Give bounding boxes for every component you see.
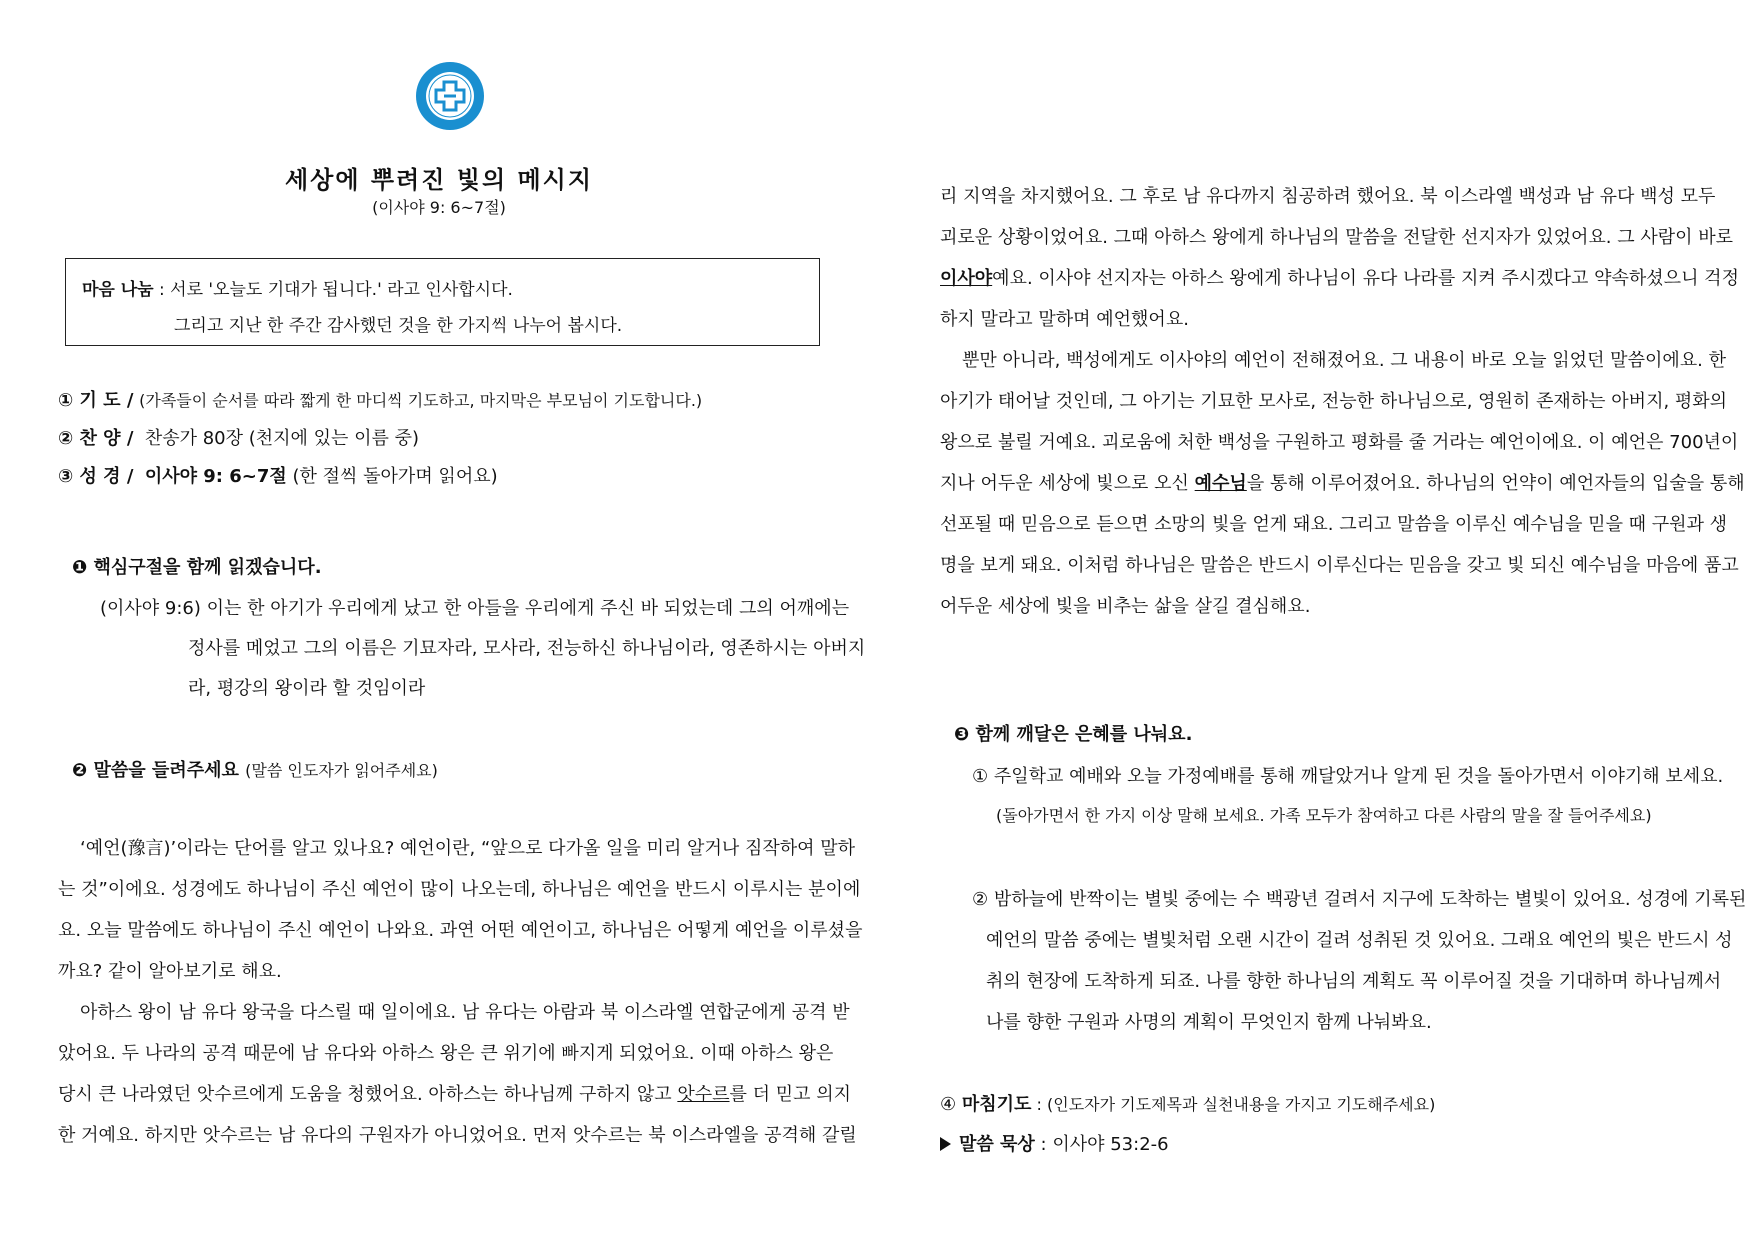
sermon-line: 리 지역을 차지했어요. 그 후로 남 유다까지 침공하려 했어요. 북 이스라엘 백성과 남 유다 백성 모두 [940,186,1716,207]
sermon-line: 아하스 왕이 남 유다 왕국을 다스릴 때 일이에요. 남 유다는 아람과 북 이스라엘 연합군에게 공격 받 [80,1002,850,1023]
sermon-line: 았어요. 두 나라의 공격 때문에 남 유다와 아하스 왕은 큰 위기에 빠지게 되었어요. 이때 아하스 왕은 [58,1043,834,1064]
sermon-line: 뿐만 아니라, 백성에게도 이사야의 예언이 전해졌어요. 그 내용이 바로 오늘 읽었던 말씀이에요. 한 [962,350,1726,371]
sermon-line: 당시 큰 나라였던 앗수르에게 도움을 청했어요. 아하스는 하나님께 구하지 않고 앗수르를 더 믿고 의지 [58,1084,852,1105]
sermon-line: 하지 말라고 말하며 예언했어요. [940,309,1189,330]
closing-prayer: ④ 마침기도 : (인도자가 기도제목과 실천내용을 가지고 기도해주세요) [940,1094,1436,1115]
church-logo-icon [414,60,486,132]
grace-question-2-line: 예언의 말씀 중에는 별빛처럼 오랜 시간이 걸려 성취된 것 있어요. 그래요 예언의 빛은 반드시 성 [986,930,1733,951]
sermon-line: 명을 보게 돼요. 이처럼 하나님은 말씀은 반드시 이루신다는 믿음을 갖고 빛 되신 예수님을 마음에 품고 [940,555,1739,576]
sermon-line: 한 거예요. 하지만 앗수르는 남 유다의 구원자가 아니었어요. 먼저 앗수르는 북 이스라엘을 공격해 갈릴 [58,1125,857,1146]
scripture-reference: (이사야 9: 6~7절) [372,198,506,217]
grace-question-1: ① 주일학교 예배와 오늘 가정예배를 통해 깨달았거나 알게 된 것을 돌아가면서 이야기해 보세요. [972,766,1724,787]
share-line-1: 마음 나눔 : 서로 '오늘도 기대가 됩니다.' 라고 인사합시다. [82,280,513,300]
jesus-underlined: 예수님 [1194,473,1247,494]
sermon-line: 아기가 태어날 것인데, 그 아기는 기묘한 모사로, 전능한 하나님으로, 영원히 존재하는 아버지, 평화의 [940,391,1728,412]
word-meditation: 말씀 묵상 : 이사야 53:2-6 [940,1130,1169,1156]
sermon-line: 어두운 세상에 빛을 비추는 삶을 살길 결심해요. [940,596,1311,617]
sermon-line: 괴로운 상황이었어요. 그때 아하스 왕에게 하나님의 말씀을 전달한 선지자가 있었어요. 그 사람이 바로 [940,227,1734,248]
sermon-heading: ❷ 말씀을 들려주세요 (말씀 인도자가 읽어주세요) [72,760,438,781]
key-verse-line: (이사야 9:6) 이는 한 아기가 우리에게 났고 한 아들을 우리에게 주신 바 되었는데 그의 어깨에는 [100,598,850,619]
order-hymn: ② 찬 양 / 찬송가 80장 (천지에 있는 이름 중) [58,428,420,449]
sermon-line: 는 것”이에요. 성경에도 하나님이 주신 예언이 많이 나오는데, 하나님은 예언을 반드시 이루시는 분이에 [58,879,861,900]
sermon-line: 요. 오늘 말씀에도 하나님이 주신 예언이 나와요. 과연 어떤 예언이고, 하나님은 어떻게 예언을 이루셨을 [58,920,863,941]
page-title: 세상에 뿌려진 빛의 메시지 [284,166,594,194]
key-verse-line: 정사를 메었고 그의 이름은 기묘자라, 모사라, 전능하신 하나님이라, 영존하시는 아버지 [188,638,866,659]
isaiah-underlined: 이사야 [940,268,993,289]
grace-question-2-line: 나를 향한 구원과 사명의 계획이 무엇인지 함께 나눠봐요. [986,1012,1432,1033]
heart-sharing-box [65,258,820,346]
sermon-line: 왕으로 불릴 거예요. 괴로움에 처한 백성을 구원하고 평화를 줄 거라는 예언이에요. 이 예언은 700년이 [940,432,1739,453]
grace-question-2: ② 밤하늘에 반짝이는 별빛 중에는 수 백광년 걸려서 지구에 도착하는 별빛이 있어요. 성경에 기록된 [972,889,1747,910]
order-prayer: ① 기 도 / (가족들이 순서를 따라 짧게 한 마디씩 기도하고, 마지막은 부모님이 기도합니다.) [58,390,703,411]
key-verse-line: 라, 평강의 왕이라 할 것임이라 [188,678,426,699]
triangle-bullet-icon [940,1137,951,1151]
sermon-line: 까요? 같이 알아보기로 해요. [58,961,282,982]
order-scripture: ③ 성 경 / 이사야 9: 6~7절 (한 절씩 돌아가며 읽어요) [58,466,498,487]
sermon-line: 선포될 때 믿음으로 듣으면 소망의 빛을 얻게 돼요. 그리고 말씀을 이루신 예수님을 믿을 때 구원과 생 [940,514,1728,535]
assyria-underlined: 앗수르 [677,1084,730,1105]
key-verse-heading: ❶ 핵심구절을 함께 읽겠습니다. [72,557,322,578]
sermon-line: ‘예언(豫言)’이라는 단어를 알고 있나요? 예언이란, “앞으로 다가올 일을 미리 알거나 짐작하여 말하 [80,838,855,859]
share-line-2: 그리고 지난 한 주간 감사했던 것을 한 가지씩 나누어 봅시다. [174,316,623,336]
grace-question-2-line: 취의 현장에 도착하게 되죠. 나를 향한 하나님의 계획도 꼭 이루어질 것을 기대하며 하나님께서 [986,971,1722,992]
grace-heading: ❸ 함께 깨달은 은혜를 나눠요. [954,724,1193,745]
sermon-line: 지나 어두운 세상에 빛으로 오신 예수님을 통해 이루어졌어요. 하나님의 언약이 예언자들의 입술을 통해 [940,473,1745,494]
sermon-line: 이사야예요. 이사야 선지자는 아하스 왕에게 하나님이 유다 나라를 지켜 주시겠다고 약속하셨으니 걱정 [940,268,1739,289]
share-label: 마음 나눔 [82,280,154,300]
grace-question-1-note: (돌아가면서 한 가지 이상 말해 보세요. 가족 모두가 참여하고 다른 사람의 말을 잘 들어주세요) [996,806,1652,825]
